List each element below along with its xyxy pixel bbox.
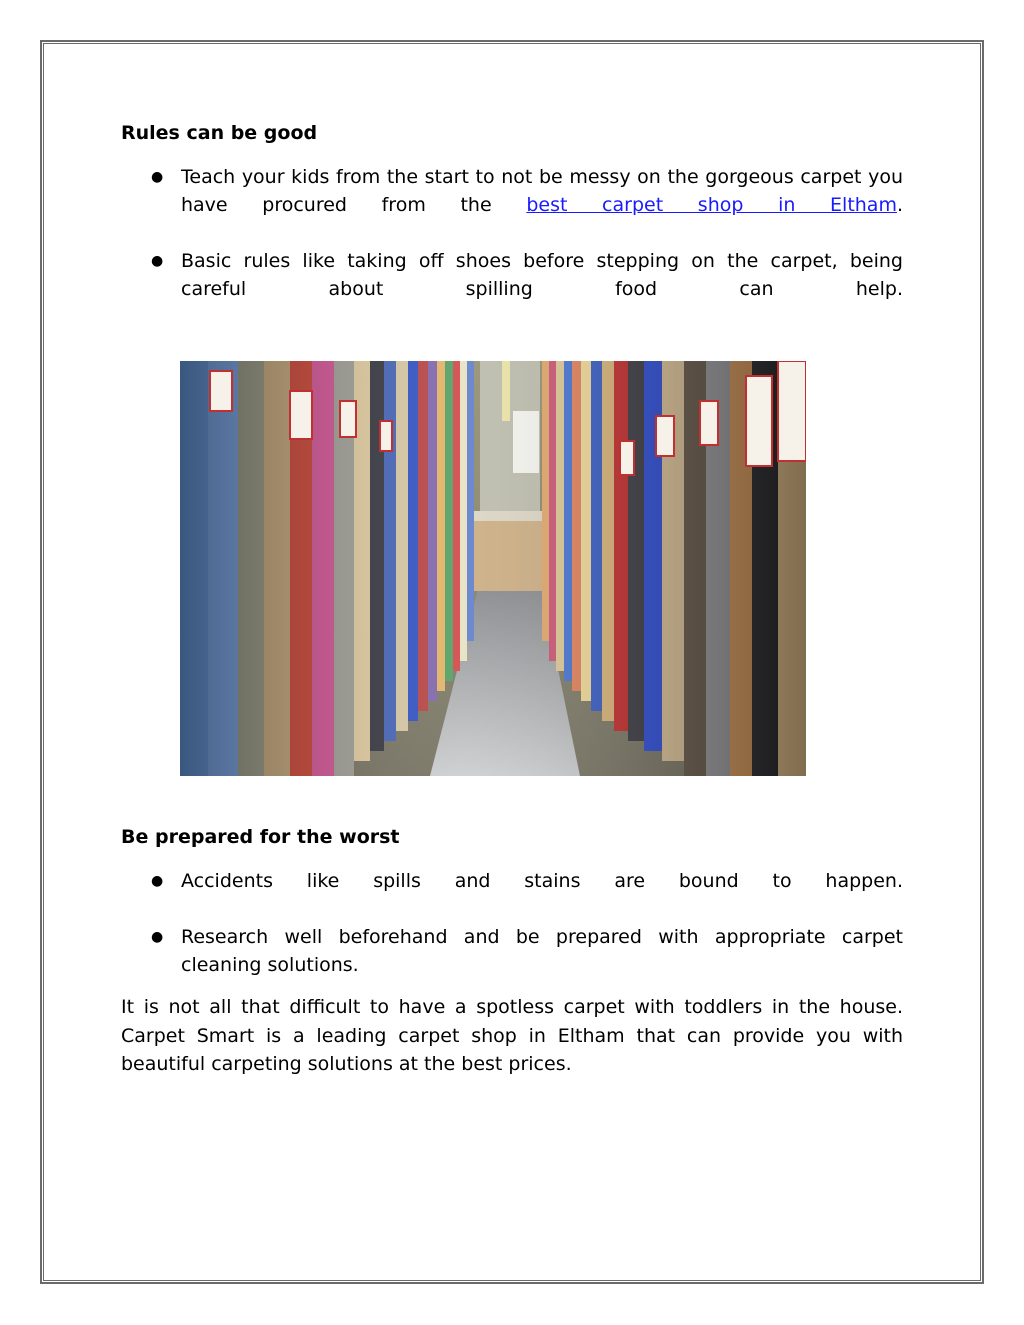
bullet-text: Research well beforehand and be prepared with appropriate carpet cleaning solutions. (181, 926, 903, 976)
list-item (121, 163, 903, 219)
rules-bullet-list (121, 163, 903, 303)
document-content (121, 118, 903, 303)
bullet-icon: ● (151, 873, 164, 889)
list-item (121, 867, 903, 895)
carpet-store-photo (180, 361, 806, 776)
bullet-text: Basic rules like taking off shoes before stepping on the carpet, being careful about spilling food can help. (181, 250, 903, 300)
section-heading-prepared: Be prepared for the worst (121, 826, 400, 848)
list-item (121, 247, 903, 303)
document-content-lower (121, 822, 903, 1079)
bullet-text-end: . (896, 194, 904, 216)
bullet-icon: ● (151, 253, 164, 269)
bullet-icon: ● (151, 169, 164, 185)
bullet-text: Accidents like spills and stains are bound to happen. (181, 870, 903, 892)
closing-paragraph: It is not all that difficult to have a spotless carpet with toddlers in the house. Carpet Smart is a leading carpet shop in Eltham that can provide you with beautiful carpeting solutions at the best prices. (121, 996, 903, 1075)
section-heading-rules: Rules can be good (121, 122, 318, 144)
best-carpet-shop-link[interactable]: best carpet shop in Eltham (526, 194, 897, 216)
bullet-text: Teach your kids from the start to not be messy on the gorgeous carpet you have procured from the (181, 166, 903, 216)
list-item (121, 923, 903, 979)
bullet-icon: ● (151, 929, 164, 945)
prepared-bullet-list (121, 867, 903, 979)
